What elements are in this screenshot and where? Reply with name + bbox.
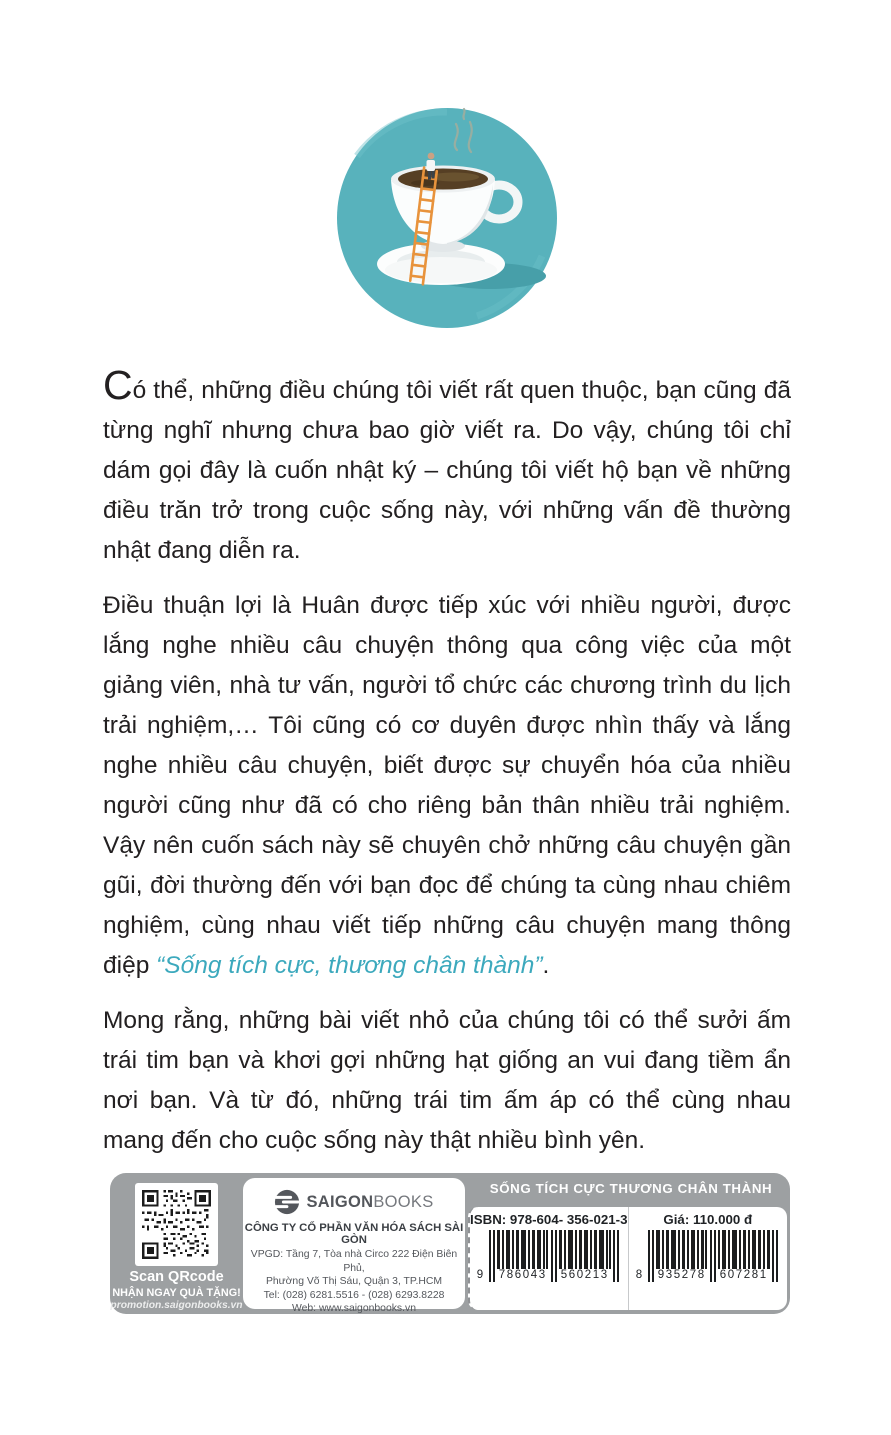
isbn-digit-group-2: 560213 [558, 1269, 612, 1281]
paragraph-1 [103, 362, 791, 571]
scan-qr-label: Scan QRcode [129, 1269, 224, 1285]
cover-illustration [327, 106, 567, 338]
paragraph-1-text: ó thể, những điều chúng tôi viết rất quen thuộc, bạn cũng đã từng nghĩ nhưng chưa bao giờ viết ra. Do vậy, chúng tôi chỉ dám gọi đây là cuốn nhật ký – chúng tôi viết hộ bạn về những điều trăn trở trong cuộc sống này, với những vấn đề thường nhật đang diễn ra. [103, 377, 791, 564]
qr-section [110, 1173, 243, 1314]
publisher-company-name: CÔNG TY CỔ PHẦN VĂN HÓA SÁCH SÀI GÒN [244, 1222, 464, 1246]
coffee-cup-illustration-svg [327, 106, 567, 338]
paragraph-3-text: Mong rằng, những bài viết nhỏ của chúng tôi có thể sưởi ấm trái tim bạn và khơi gợi những hạt giống an vui đang tiềm ẩn nơi bạn. Và từ đó, những trái tim ấm áp có thể cùng nhau mang đến cho cuộc sống này thật nhiều bình yên. [103, 1007, 791, 1154]
isbn-section [470, 1207, 629, 1310]
saigonbooks-logo [243, 1188, 465, 1216]
publisher-card [243, 1178, 465, 1314]
price-label: Giá: 110.000 đ [663, 1212, 753, 1227]
drop-cap: C [103, 362, 133, 408]
publisher-contact [243, 1248, 465, 1316]
saigonbooks-logo-icon [274, 1189, 300, 1215]
qr-code-icon [142, 1190, 211, 1259]
isbn-digit-lead: 9 [476, 1269, 484, 1281]
price-digit-group-2: 607281 [717, 1269, 771, 1281]
isbn-barcode-digits [477, 1268, 621, 1284]
saigonbooks-wordmark [306, 1193, 433, 1212]
paragraph-2 [103, 586, 791, 986]
isbn-barcode [477, 1230, 621, 1284]
publisher-footer [110, 1173, 790, 1314]
promo-url: promotion.saigonbooks.vn [110, 1300, 243, 1311]
isbn-digit-group-1: 786043 [496, 1269, 550, 1281]
price-digit-lead: 8 [635, 1269, 643, 1281]
barcode-panel [468, 1207, 787, 1310]
brand-books: BOOKS [373, 1192, 434, 1211]
gift-promo-label: NHẬN NGAY QUÀ TẶNG! [112, 1287, 241, 1299]
book-motto-quote: “Sống tích cực, thương chân thành” [156, 952, 543, 979]
paragraph-2-period: . [542, 952, 550, 979]
brand-saigon: SAIGON [306, 1192, 374, 1211]
qr-code [135, 1183, 218, 1266]
back-cover-copy [103, 362, 791, 1176]
price-barcode-digits [636, 1268, 780, 1284]
price-digit-group-1: 935278 [655, 1269, 709, 1281]
publisher-address-2: Phường Võ Thị Sáu, Quận 3, TP.HCM [265, 1276, 443, 1287]
paragraph-3 [103, 1001, 791, 1161]
publisher-website: Web: www.saigonbooks.vn [292, 1303, 416, 1314]
price-section [629, 1207, 788, 1310]
paragraph-2-text: Điều thuận lợi là Huân được tiếp xúc với nhiều người, được lắng nghe nhiều câu chuyện thông qua công việc của một giảng viên, nhà tư vấn, người tổ chức các chương trình du lịch trải nghiệm,… Tôi cũng có cơ duyên được nhìn thấy và lắng nghe nhiều câu chuyện, biết được sự chuyển hóa của nhiều người cũng như đã có cho riêng bản thân nhiều trải nghiệm. Vậy nên cuốn sách này sẽ chuyên chở những câu chuyện gần gũi, đời thường đến với bạn đọc để chúng ta cùng nhau chiêm nghiệm, cùng nhau viết tiếp những câu chuyện mang thông điệp [103, 592, 791, 979]
book-title-strip: SỐNG TÍCH CỰC THƯƠNG CHÂN THÀNH [489, 1181, 773, 1196]
isbn-label: ISBN: 978-604- 356-021-3 [470, 1212, 628, 1227]
price-barcode [636, 1230, 780, 1284]
publisher-phone: Tel: (028) 6281.5516 - (028) 6293.8228 [263, 1289, 445, 1301]
publisher-address-1: VPGD: Tầng 7, Tòa nhà Circo 222 Điện Biên Phủ, [250, 1249, 458, 1274]
